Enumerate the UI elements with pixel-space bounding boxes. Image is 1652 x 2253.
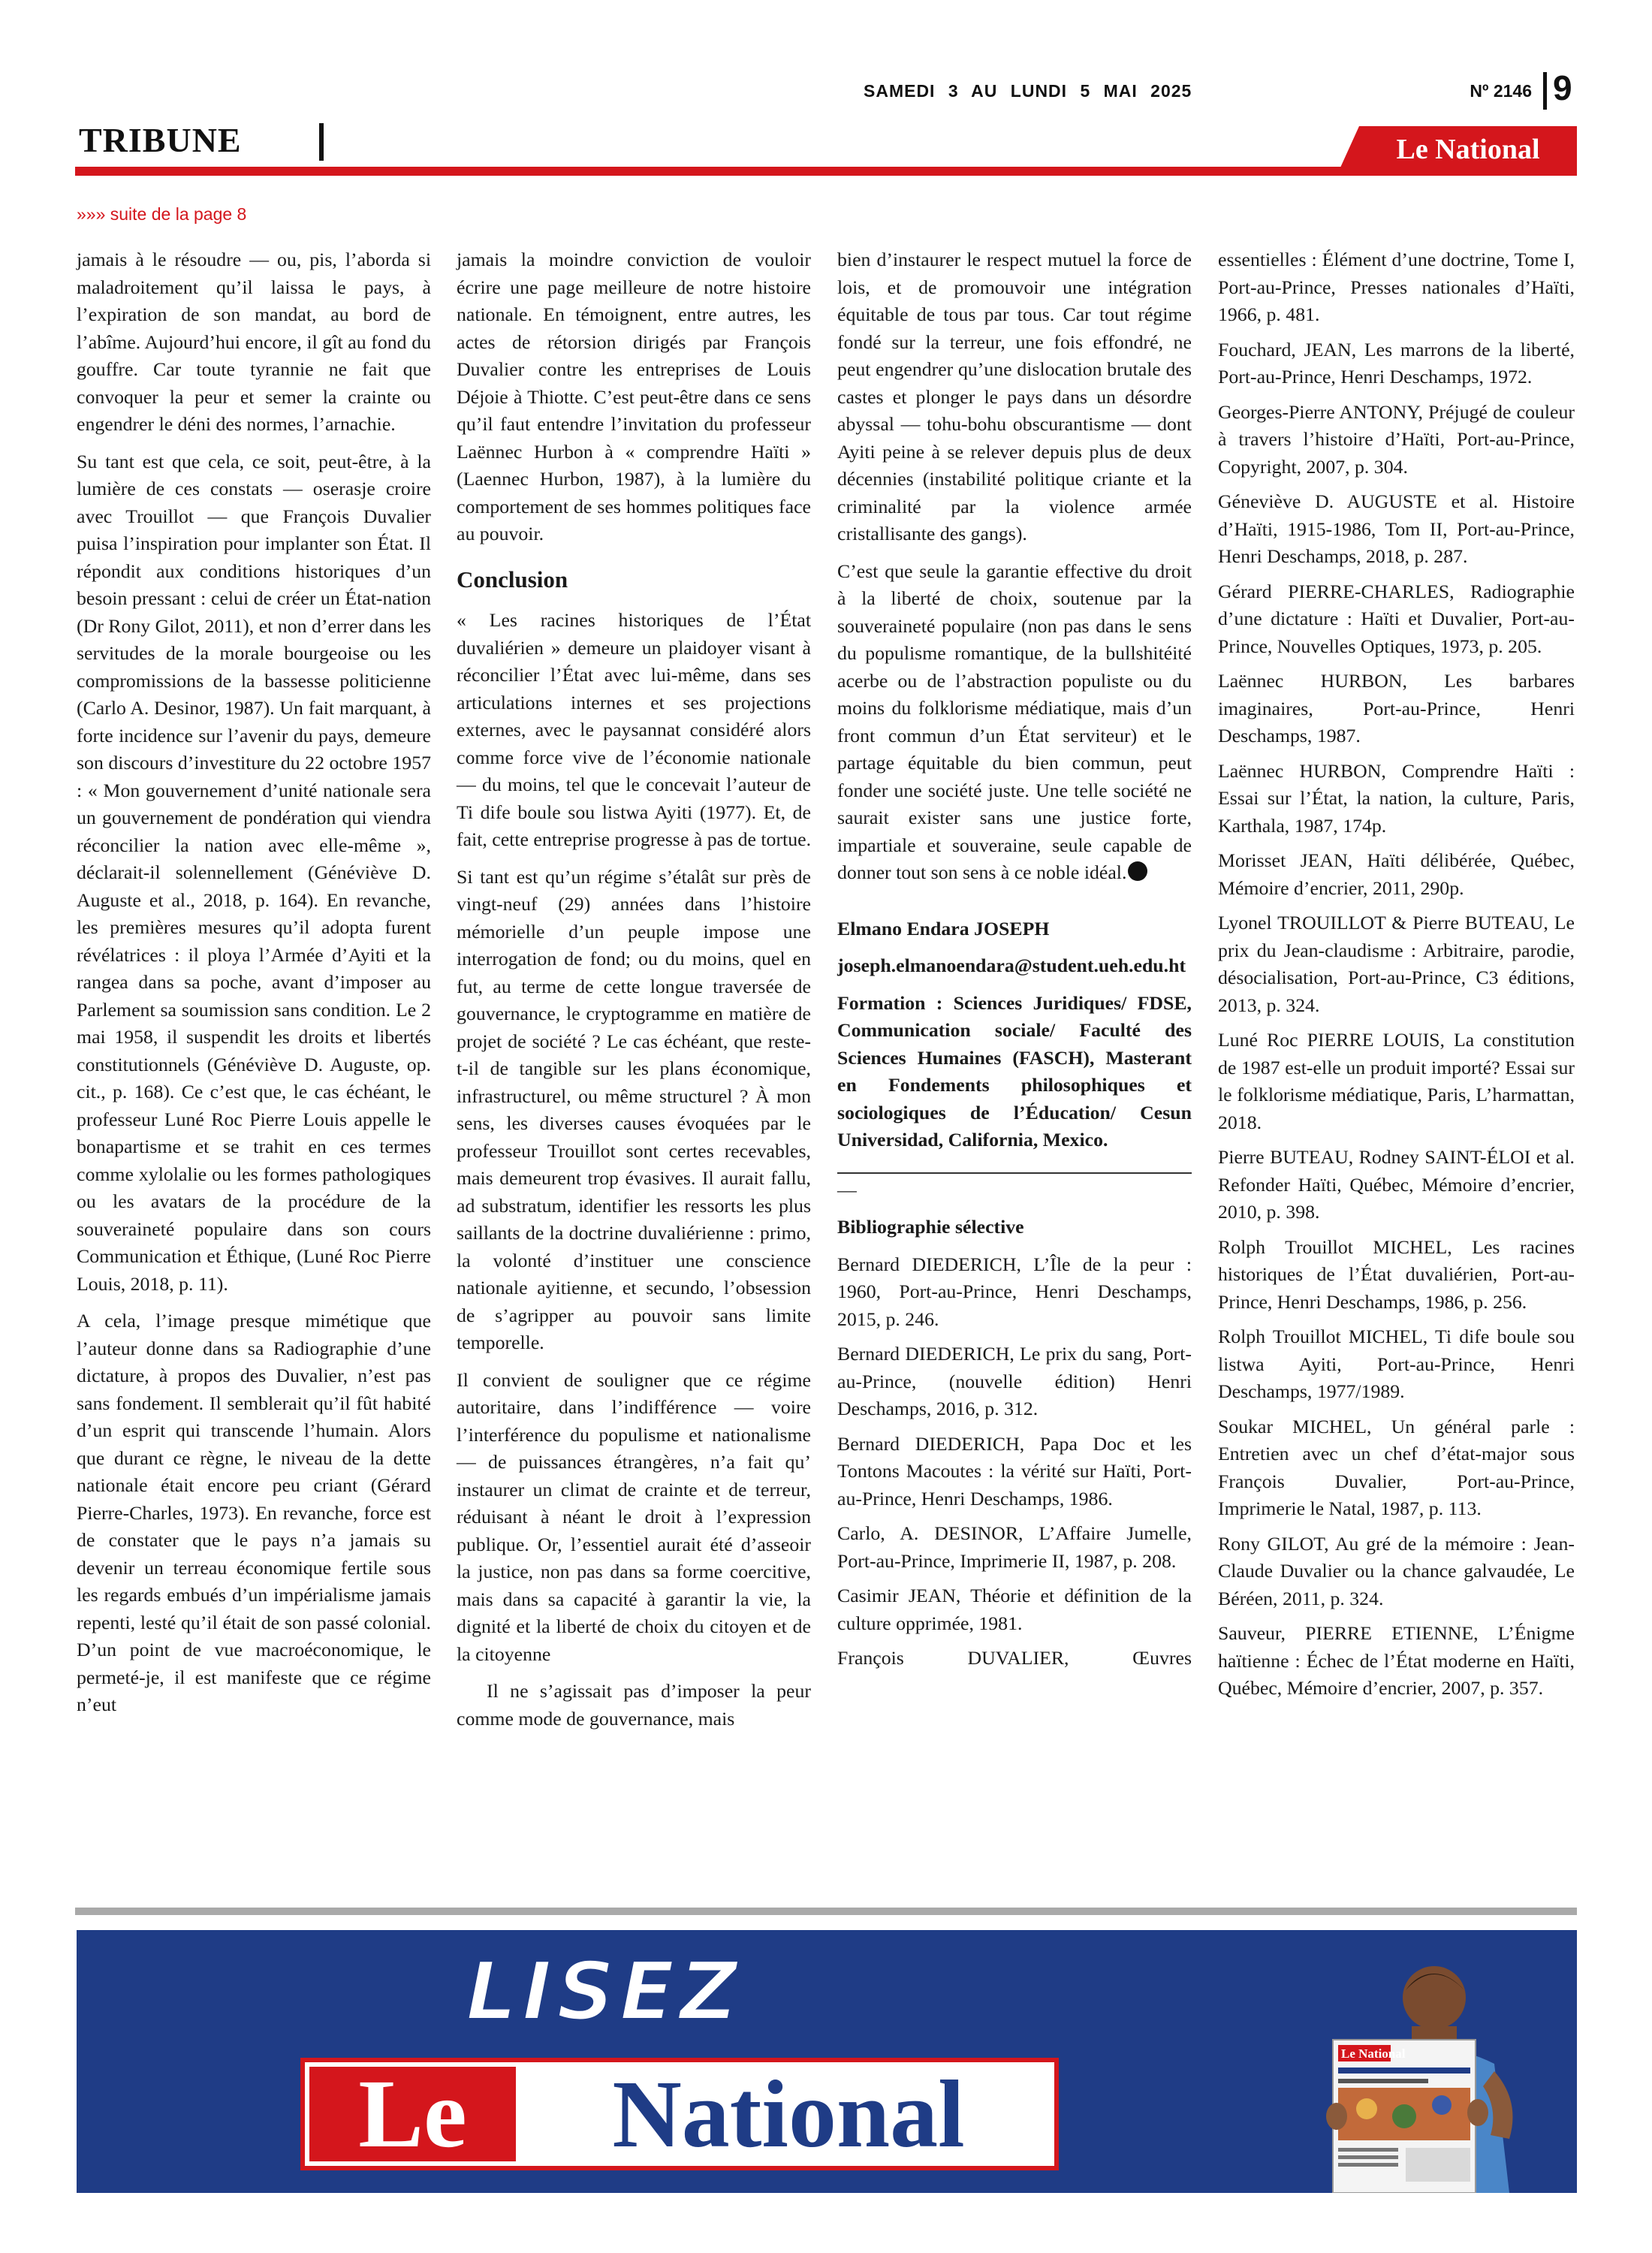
bibliography-entry: Morisset JEAN, Haïti délibérée, Québec, Mémoire d’encrier, 2011, 290p. (1218, 849, 1575, 899)
bibliography-entry: Bernard DIEDERICH, L’Île de la peur : 1960, Port-au-Prince, Henri Deschamps, 2015, p. 246. (837, 1253, 1192, 1330)
bibliography-entry: Carlo, A. DESINOR, L’Affaire Jumelle, Port-au-Prince, Imprimerie II, 1987, p. 208. (837, 1522, 1192, 1572)
separator-rule (837, 1172, 1192, 1174)
section-title: TRIBUNE (79, 121, 242, 159)
bibliography-entry: Laënnec HURBON, Les barbares imaginaires, Port-au-Prince, Henri Deschamps, 1987. (1218, 670, 1575, 746)
ad-headline: LISEZ (466, 1945, 743, 2039)
section-divider (319, 123, 324, 161)
bibliography-entry: Bernard DIEDERICH, Papa Doc et les Tontons Macoutes : la vérité sur Haïti, Port-au-Prince, Henri Deschamps, 1986. (837, 1432, 1192, 1510)
author-formation: Formation : Sciences Juridiques/ FDSE, Communication sociale/ Faculté des Sciences Humaines (FASCH), Masterant en Fondements philosophiques et sociologiques de l’Éducation/ Cesun Universidad, California, Mexico. (837, 991, 1192, 1151)
header-divider (1543, 72, 1547, 110)
bibliography-entry: Rolph Trouillot MICHEL, Ti dife boule sou listwa Ayiti, Port-au-Prince, Henri Deschamps, 1977/1989. (1218, 1326, 1575, 1402)
bibliography-entry: Georges-Pierre ANTONY, Préjugé de couleur à travers l’histoire d’Haïti, Port-au-Prince, Copyright, 2007, p. 304. (1218, 400, 1575, 478)
bibliography-entry: Gérard PIERRE-CHARLES, Radiographie d’une dictature : Haïti et Duvalier, Port-au-Prince, Nouvelles Optiques, 1973, p. 205. (1218, 580, 1575, 657)
continued-from[interactable]: »»» suite de la page 8 (77, 204, 247, 224)
newspaper-brand: Le National (1396, 134, 1540, 165)
end-of-article-icon (1128, 861, 1147, 881)
reader-with-newspaper-illustration (1322, 1951, 1547, 2193)
article-column-1 (77, 246, 431, 1729)
bibliography-entry: Casimir JEAN, Théorie et définition de la culture opprimée, 1981. (837, 1585, 1192, 1634)
bibliography-entry: Laënnec HURBON, Comprendre Haïti : Essai sur l’État, la nation, la culture, Paris, Karthala, 1987, 174p. (1218, 759, 1575, 837)
bibliography-entry: Sauveur, PIERRE ETIENNE, L’Énigme haïtienne : Échec de l’État moderne en Haïti, Québec, Mémoire d’encrier, 2007, p. 357. (1218, 1622, 1575, 1699)
footer-grey-rule (75, 1908, 1577, 1915)
paragraph: Si tant est qu’un régime s’étalât sur près de vingt-neuf (29) années dans l’histoire mémorielle d’un peuple impose une interrogation de fond; ou du moins, quel en fut, au terme de cette longue traversée de gouvernance, le cryptogramme en matière de projet de société ? Le cas échéant, que reste-t-il de tangible sur les plans économique, infrastructurel, ou même structurel ? À mon sens, les diverses causes évoquées par le professeur Trouillot sont certes recevables, mais demeurent trop évasives. Il aurait fallu, ad substratum, identifier les ressorts les plus saillants de la doctrine duvaliérienne : primo, la volonté d’instituer une conscience nationale ayitienne, et secundo, l’obsession de s’agripper au pouvoir sans limite temporelle. (457, 865, 811, 1353)
paragraph: « Les racines historiques de l’État duvaliérien » demeure un plaidoyer visant à réconcilier l’État avec lui-même, dans ses articulations internes et ses projections externes, avec le paysannat considéré alors comme force vive de l’économie nationale — du moins, tel que le concevait l’auteur de Ti dife boule sou listwa Ayiti (1977). Et, de fait, cette entreprise progresse à pas de tortue. (457, 609, 812, 850)
issue-date: SAMEDI 3 AU LUNDI 5 MAI 2025 (864, 81, 1192, 101)
bibliography-entry: Pierre BUTEAU, Rodney SAINT-ÉLOI et al. Refonder Haïti, Québec, Mémoire d’encrier, 2010, p. 398. (1218, 1146, 1575, 1223)
article-column-3 (837, 246, 1192, 1680)
mini-newspaper-brand: Le National (1341, 2046, 1406, 2061)
bibliography-entry: François DUVALIER, Œuvres (837, 1647, 1192, 1669)
bibliography-title: Bibliographie sélective (837, 1216, 1024, 1238)
author-name: Elmano Endara JOSEPH (837, 917, 1050, 940)
paragraph: bien d’instaurer le respect mutuel la force de lois, et de promouvoir une intégration équitable de tous par tous. Car tout régime fondé sur la terreur, une fois effondré, ne peut engendrer qu’une dislocation brutale des castes et plonger le pays dans un désordre abyssal — tohu-bohu obscurantisme — dont Ayiti peine à se relever depuis plus de deux décennies (instabilité politique criante et la criminalité par la violence armée cristallisante des gangs). (837, 249, 1192, 544)
paragraph: Il convient de souligner que ce régime autoritaire, dans l’indifférence — voire l’interférence du populisme et nationalisme — de puissances étrangères, n’a fait qu’ instaurer un climat de crainte et de terreur, réduisant à néant le droit à l’expression publique. Or, l’essentiel aurait été d’asseoir la justice, non pas dans sa forme coercitive, mais dans sa capacité à garantir la vie, la dignité et la liberté de choix du citoyen et de la citoyenne (457, 1368, 811, 1665)
page-number: 9 (1553, 68, 1572, 107)
issue-number: Nº 2146 (1470, 81, 1532, 101)
paragraph: jamais la moindre conviction de vouloir écrire une page meilleure de notre histoire nationale. En témoignent, entre autres, les actes de rétorsion dirigés par François Duvalier contre les entreprises de Louis Déjoie à Thiotte. C’est peut-être dans ce sens qu’il faut entendre l’invitation du professeur Laënnec Hurbon à « comprendre Haïti » (Laennec Hurbon, 1987), à la lumière du comportement de ses hommes politiques face au pouvoir. (457, 249, 811, 544)
bibliography-entry: Rolph Trouillot MICHEL, Les racines historiques de l’État duvaliérien, Port-au-Prince, Henri Deschamps, 1986, p. 256. (1218, 1235, 1575, 1313)
bibliography-column (1218, 246, 1575, 1710)
paragraph: jamais à le résoudre — ou, pis, l’aborda si maladroitement qu’il laissa le pays, à l’expiration de son mandat, au bord de l’abîme. Aujourd’hui encore, il gît au fond du gouffre. Car toute tyrannie ne fait que convoquer la peur et semer la crainte ou engendrer le déni des normes, l’arnachie. (77, 249, 431, 435)
paragraph (837, 558, 1192, 887)
final-paragraph-text: C’est que seule la garantie effective du droit à la liberté de choix, soutenue par la souveraineté populaire (non pas dans le sens du populisme romantique, de la bullshitéité acerbe ou de l’abstraction populiste ou du moins du folklorisme médiatique, mais d’un front commun d’un État serviteur) et le partage équitable du bien commun, peut fonder une société juste. Une telle société ne saurait exister sans une justice forte, impartiale et souveraine, seule capable de donner tout son sens à ce noble idéal. (837, 559, 1192, 883)
paragraph: Il ne s’agissait pas d’imposer la peur comme mode de gouvernance, mais (457, 1680, 811, 1730)
bibliography-entry: Bernard DIEDERICH, Le prix du sang, Port-au-Prince, (nouvelle édition) Henri Deschamps, 2016, p. 312. (837, 1343, 1192, 1419)
bibliography-entry: Géneviève D. AUGUSTE et al. Histoire d’Haïti, 1915-1986, Tom II, Port-au-Prince, Henri Deschamps, 2018, p. 287. (1218, 490, 1575, 567)
bibliography-entry: Rony GILOT, Au gré de la mémoire : Jean-Claude Duvalier ou la chance galvaudée, Le Béréen, 2011, p. 324. (1218, 1532, 1575, 1609)
ad-logo-le: Le (309, 2067, 516, 2161)
paragraph: Su tant est que cela, ce soit, peut-être, à la lumière de ces constats — oserasje croire avec Trouillot — que François Duvalier puisa l’inspiration pour implanter son État. Il répondit aux conditions historiques d’un besoin pressant : celui de créer un État-nation (Dr Rony Gilot, 2011), et non d’errer dans les servitudes de la morale bourgeoise ou les compromissions de la bassesse politicienne (Carlo A. Desinor, 1987). Un fait marquant, à forte incidence sur l’avenir du pays, demeure son discours d’investiture du 22 octobre 1957 : « Mon gouvernement d’unité nationale sera un gouvernement de pondération qui viendra réconcilier la nation avec elle-même », déclarait-il solennellement (Généviève D. Auguste et al., 2018, p. 164). En revanche, les premières mesures qu’il adopta furent révélatrices : il ploya l’Armée d’Ayiti et la rangea dans sa poche, avant d’imposer au Parlement sa soumission sans condition. Le 2 mai 1958, il suspendit les droits et libertés constitutionnels (Généviève D. Auguste, op. cit., p. 168). Ce c’est que, le cas échéant, le professeur Luné Roc Pierre Louis appelle le bonapartisme et se trahit en ces termes comme xylolalie ou les formes pathologiques ou les avatars de la procédure de la souveraineté populaire dans son cours Communication et Éthique, (Luné Roc Pierre Louis, 2018, p. 11). (77, 450, 431, 1295)
separator-dash: — (837, 1178, 857, 1201)
bibliography-entry: Luné Roc PIERRE LOUIS, La constitution de 1987 est-elle un produit importé? Essai sur le folklorisme médiatique, Paris, L’harmattan, 2018. (1218, 1029, 1575, 1133)
bibliography-entry: essentielles : Élément d’une doctrine, Tome I, Port-au-Prince, Presses nationales d’Haïti, 1966, p. 481. (1218, 249, 1575, 325)
ad-logo-national: National (612, 2061, 965, 2167)
article-column-2 (457, 246, 811, 1742)
author-email[interactable]: joseph.elmanoendara@student.ueh.edu.ht (837, 955, 1186, 976)
bibliography-entry: Fouchard, JEAN, Les marrons de la liberté, Port-au-Prince, Henri Deschamps, 1972. (1218, 338, 1575, 388)
bibliography-entry: Soukar MICHEL, Un général parle : Entretien avec un chef d’état-major sous François Duvalier, Port-au-Prince, Imprimerie le Natal, 1987, p. 113. (1218, 1415, 1575, 1519)
bibliography-entry: Lyonel TROUILLOT & Pierre BUTEAU, Le prix du Jean-claudisme : Arbitraire, parodie, désocialisation, Port-au-Prince, C3 éditions, 2013, p. 324. (1218, 912, 1575, 1016)
paragraph: A cela, l’image presque mimétique que l’auteur donne dans sa Radiographie d’une dictature, à propos des Duvalier, n’est pas sans fondement. Il semblerait qu’il fût habité d’un esprit qui transcende l’humain. Alors que durant ce règne, le niveau de la dette nationale était encore peu criant (Gérard Pierre-Charles, 1973). En revanche, force est de constater que le pays n’a jamais su devenir un terreau économique fertile sous les regards embués d’un impérialisme jamais repenti, lesté qu’il était de son passé colonial. D’un point de vue macroéconomique, le permeté-je, il est manifeste que ce régime n’eut (77, 1310, 431, 1715)
conclusion-heading: Conclusion (457, 566, 568, 593)
